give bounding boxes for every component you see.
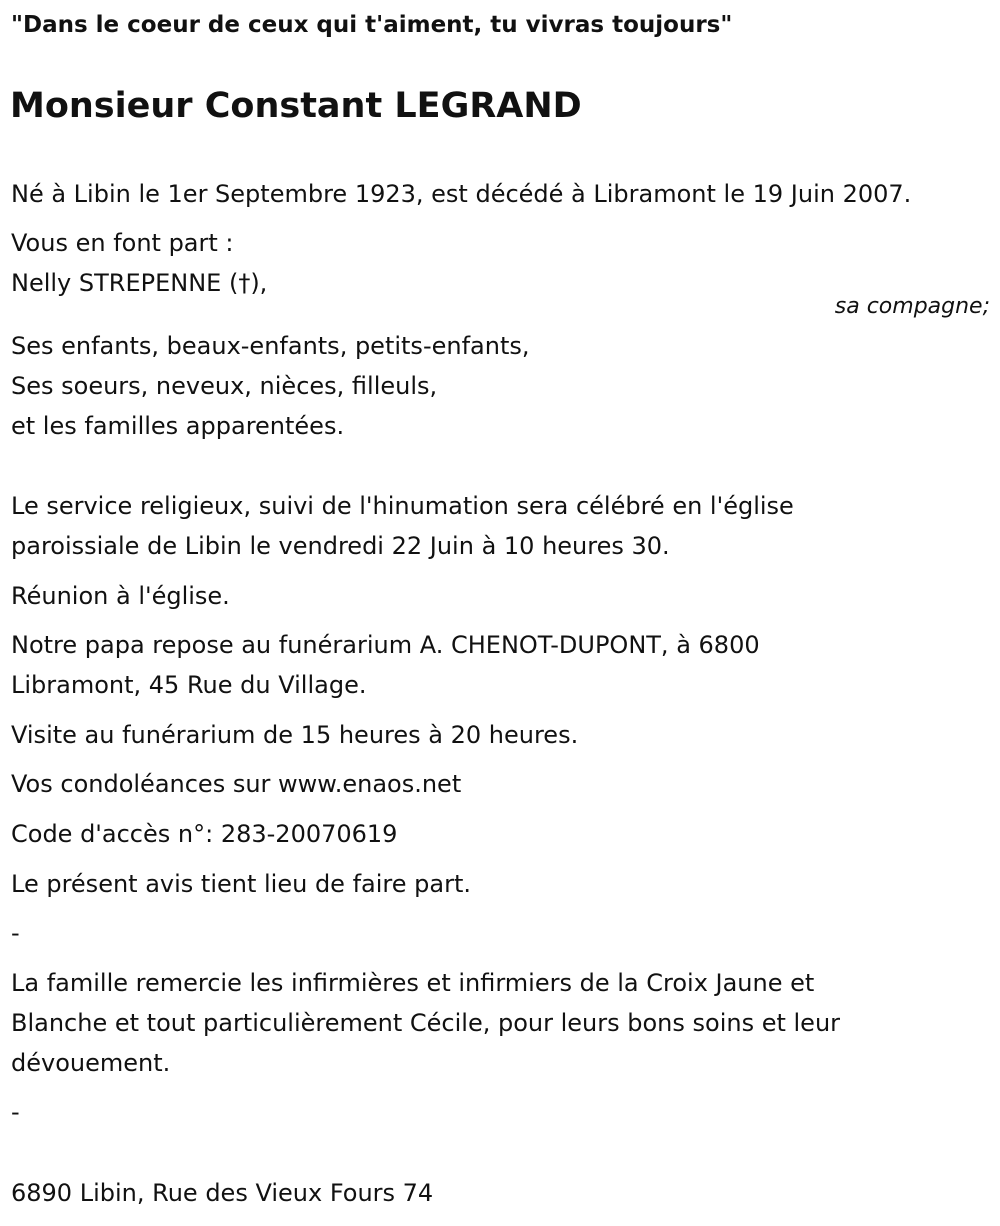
- funeral-home-line: Notre papa repose au funérarium A. CHENOT-DUPONT, à 6800: [11, 631, 760, 659]
- announcement-line: Vous en font part :: [11, 229, 234, 257]
- condolences-line: Vos condoléances sur www.enaos.net: [11, 770, 462, 798]
- companion-role: sa compagne;: [834, 294, 990, 319]
- companion-name: Nelly STREPENNE (†),: [11, 269, 268, 297]
- separator: -: [11, 1098, 20, 1126]
- service-line: Le service religieux, suivi de l'hinumation sera célébré en l'église: [11, 492, 794, 520]
- family-line: Ses soeurs, neveux, nièces, filleuls,: [11, 372, 438, 400]
- visit-line: Visite au funérarium de 15 heures à 20 heures.: [11, 721, 579, 749]
- address-line: 6890 Libin, Rue des Vieux Fours 74: [11, 1179, 434, 1207]
- thanks-line: dévouement.: [11, 1049, 171, 1077]
- separator: -: [11, 919, 20, 947]
- service-line: paroissiale de Libin le vendredi 22 Juin à 10 heures 30.: [11, 532, 670, 560]
- birth-death-line: Né à Libin le 1er Septembre 1923, est décédé à Libramont le 19 Juin 2007.: [11, 180, 912, 208]
- meeting-line: Réunion à l'église.: [11, 582, 230, 610]
- family-line: et les familles apparentées.: [11, 412, 345, 440]
- funeral-home-line: Libramont, 45 Rue du Village.: [11, 671, 367, 699]
- family-line: Ses enfants, beaux-enfants, petits-enfants,: [11, 332, 530, 360]
- epitaph-quote: "Dans le coeur de ceux qui t'aiment, tu vivras toujours": [11, 12, 733, 38]
- access-code-line: Code d'accès n°: 283-20070619: [11, 820, 398, 848]
- thanks-line: La famille remercie les infirmières et infirmiers de la Croix Jaune et: [11, 969, 815, 997]
- notice-line: Le présent avis tient lieu de faire part.: [11, 870, 471, 898]
- deceased-name: Monsieur Constant LEGRAND: [10, 86, 582, 126]
- thanks-line: Blanche et tout particulièrement Cécile, pour leurs bons soins et leur: [11, 1009, 841, 1037]
